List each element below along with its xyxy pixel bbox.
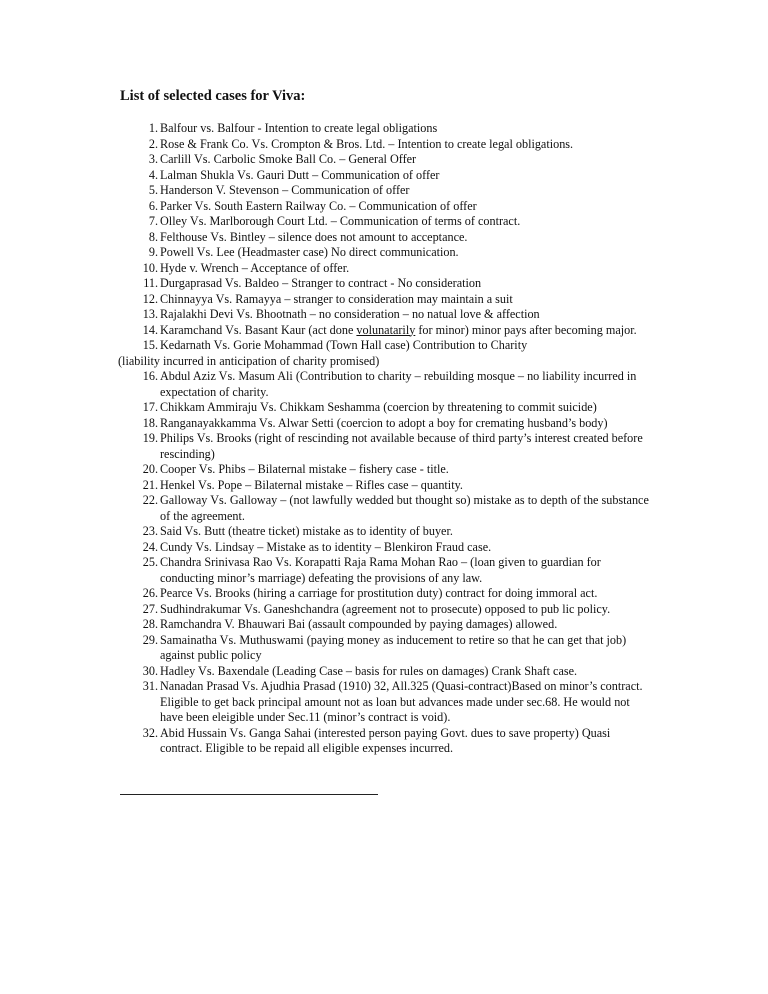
list-item: 24. Cundy Vs. Lindsay – Mistake as to identity – Blenkiron Fraud case.	[142, 539, 492, 554]
list-item: 2. Rose & Frank Co. Vs. Crompton & Bros. Ltd. – Intention to create legal obligations.	[148, 136, 574, 151]
list-item: 18. Ranganayakkamma Vs. Alwar Setti (coercion to adopt a boy for cremating husband’s body)	[142, 415, 608, 430]
list-item: 14. Karamchand Vs. Basant Kaur (act done volunatarily for minor) minor pays after becoming major.	[142, 322, 637, 337]
list-item: 11. Durgaprasad Vs. Baldeo – Stranger to contract - No consideration	[143, 276, 482, 290]
list-item: 3. Carlill Vs. Carbolic Smoke Ball Co. – General Offer	[148, 152, 417, 166]
list-item: 21. Henkel Vs. Pope – Bilaternal mistake – Rifles case – quantity.	[142, 477, 463, 492]
list-item: 22. Galloway Vs. Galloway – (not lawfully wedded but thought so) mistake as to depth of the substance of the agreement.	[142, 493, 649, 523]
list-item: 20. Cooper Vs. Phibs – Bilaternal mistake – fishery case - title.	[142, 462, 449, 476]
case-list	[0, 121, 768, 757]
list-item: 23. Said Vs. Butt (theatre ticket) mistake as to identity of buyer.	[142, 524, 453, 538]
list-item: 12. Chinnayya Vs. Ramayya – stranger to consideration may maintain a suit	[142, 291, 513, 306]
list-item: 8. Felthouse Vs. Bintley – silence does not amount to acceptance.	[148, 229, 468, 244]
list-item: 7. Olley Vs. Marlborough Court Ltd. – Communication of terms of contract.	[148, 214, 521, 228]
list-item: 15. Kedarnath Vs. Gorie Mohammad (Town Hall case) Contribution to Charity	[142, 338, 528, 352]
list-item: 31. Nanadan Prasad Vs. Ajudhia Prasad (1910) 32, All.325 (Quasi-contract)Based on minor’s contract. Eligible to get back principal amount not as loan but advances made under sec.68. He would not have been eleigible under Sec.11 (minor’s contract is void).	[142, 679, 643, 724]
list-item: 9. Powell Vs. Lee (Headmaster case) No direct communication.	[148, 245, 459, 259]
list-item: 29. Samainatha Vs. Muthuswami (paying money as inducement to retire so that he can get that job) against public policy	[142, 632, 627, 662]
list-item: 25. Chandra Srinivasa Rao Vs. Korapatti Raja Rama Mohan Rao – (loan given to guardian for conducting minor’s marriage) defeating the provisions of any law.	[142, 555, 601, 585]
case-note: (liability incurred in anticipation of charity promised)	[118, 353, 380, 368]
list-item: 30. Hadley Vs. Baxendale (Leading Case – basis for rules on damages) Crank Shaft case.	[142, 663, 578, 678]
list-item: 26. Pearce Vs. Brooks (hiring a carriage for prostitution duty) contract for doing immoral act.	[142, 586, 598, 600]
list-item: 27. Sudhindrakumar Vs. Ganeshchandra (agreement not to prosecute) opposed to pub lic policy.	[142, 601, 611, 616]
list-item: 1. Balfour vs. Balfour - Intention to create legal obligations	[148, 121, 438, 135]
list-item: 13. Rajalakhi Devi Vs. Bhootnath – no consideration – no natual love & affection	[142, 307, 540, 321]
list-item: 19. Philips Vs. Brooks (right of rescinding not available because of third party’s interest created before rescinding)	[142, 431, 643, 461]
end-divider	[120, 794, 378, 795]
list-item: 6. Parker Vs. South Eastern Railway Co. – Communication of offer	[148, 198, 477, 213]
list-item: 32. Abid Hussain Vs. Ganga Sahai (interested person paying Govt. dues to save property) Quasi contract. Eligible to be repaid all eligible expenses incurred.	[142, 725, 611, 755]
list-item: 5. Handerson V. Stevenson – Communication of offer	[148, 183, 410, 197]
list-item: 10. Hyde v. Wrench – Acceptance of offer.	[142, 260, 350, 275]
underlined-word: volunatarily	[356, 322, 416, 337]
list-item: 4. Lalman Shukla Vs. Gauri Dutt – Communication of offer	[148, 167, 440, 182]
list-item: 16. Abdul Aziz Vs. Masum Ali (Contribution to charity – rebuilding mosque – no liability incurred in expectation of charity.	[142, 369, 637, 399]
list-item: 28. Ramchandra V. Bhauwari Bai (assault compounded by paying damages) allowed.	[142, 617, 558, 631]
document-title: List of selected cases for Viva:	[120, 88, 306, 104]
list-item: 17. Chikkam Ammiraju Vs. Chikkam Seshamma (coercion by threatening to commit suicide)	[142, 400, 597, 414]
